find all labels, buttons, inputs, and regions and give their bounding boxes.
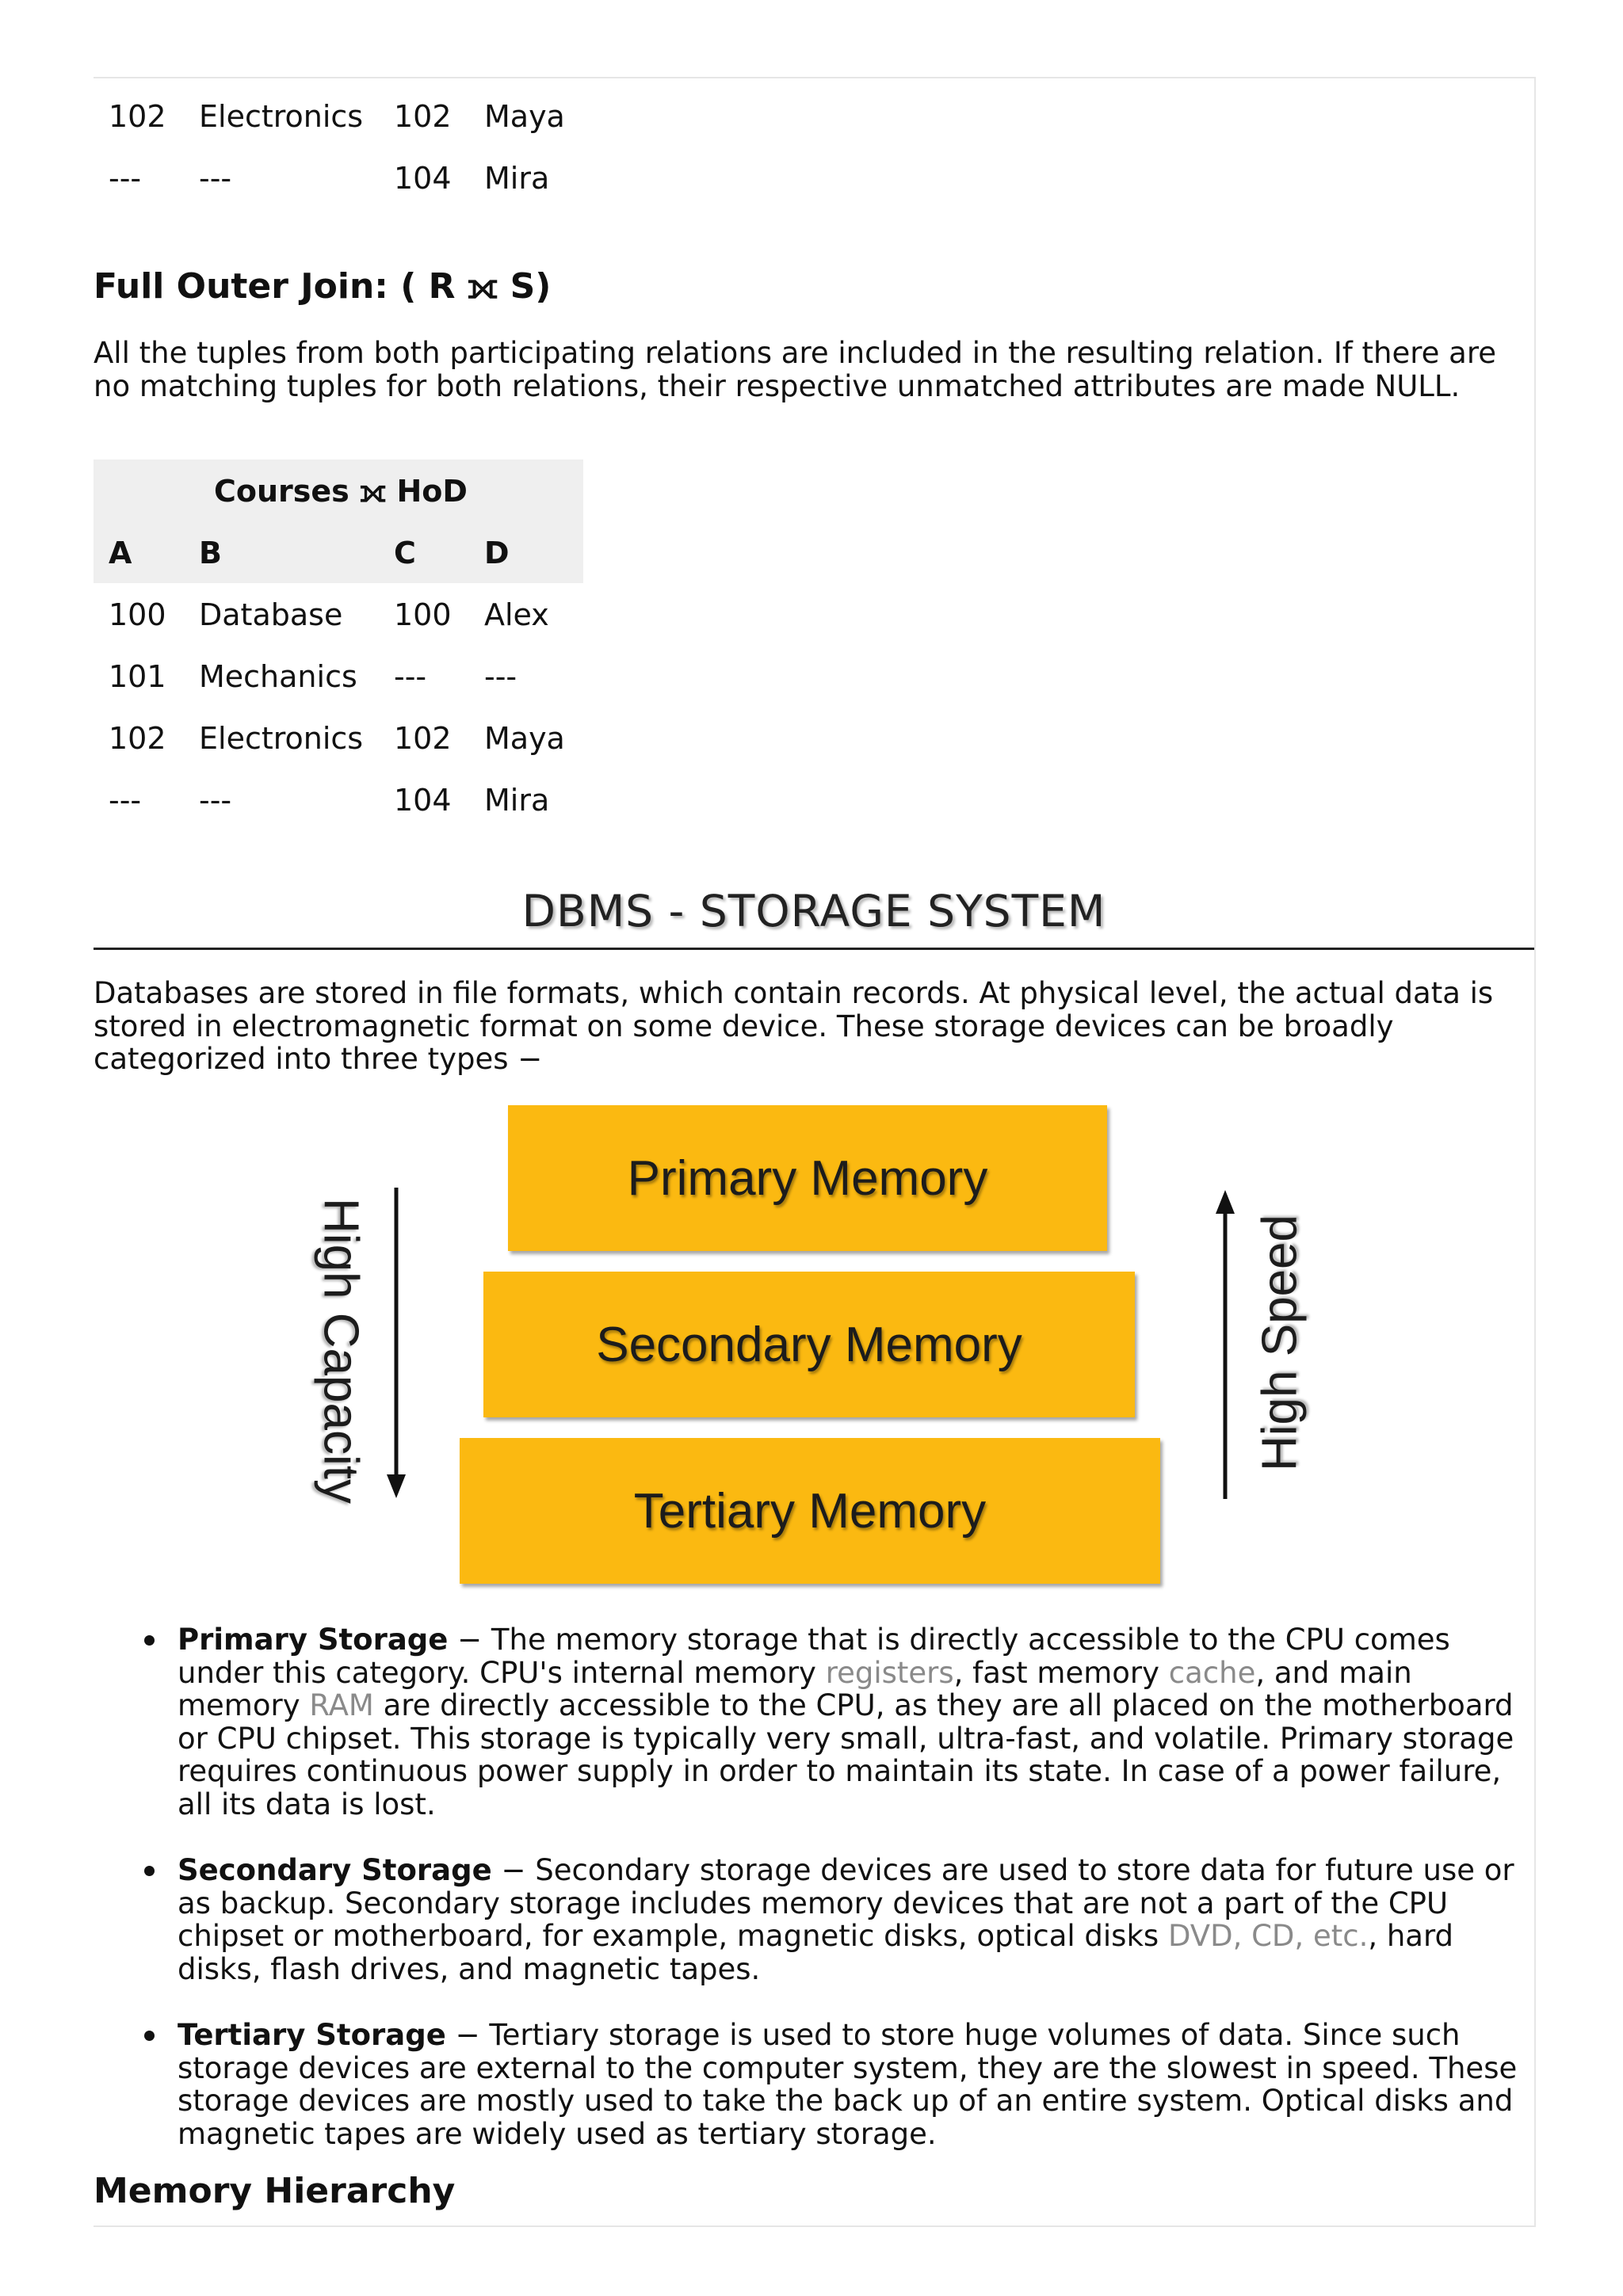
- table-cell: ---: [199, 161, 232, 196]
- table-cell: Maya: [484, 721, 565, 756]
- table-cell: Electronics: [199, 99, 364, 134]
- title-divider: [94, 948, 1534, 950]
- join-table-header-d: D: [484, 536, 510, 570]
- bullet-icon: [144, 1635, 155, 1646]
- storage-types-list: [138, 1623, 1534, 2150]
- bullet-icon: [144, 1866, 155, 1876]
- table-cell: 102: [394, 99, 452, 134]
- list-item-text: − Tertiary storage is used to store huge volumes of data. Since such storage devices are external to the computer system, they are the slowest in speed. These storage devices are mostly used to take the back up of an entire system. Optical disks and magnetic tapes are widely used as tertiary storage.: [178, 2018, 1518, 2151]
- list-item: [138, 2019, 1534, 2150]
- table-cell: ---: [199, 783, 232, 818]
- table-cell: 100: [109, 597, 166, 632]
- list-item: [138, 1623, 1534, 1821]
- section-heading-full-outer-join: Full Outer Join: ( R ⟗ S): [94, 266, 552, 307]
- table-cell: Maya: [484, 99, 565, 134]
- table-cell: 104: [394, 161, 452, 196]
- join-table-header-b: B: [199, 536, 222, 570]
- list-item-text: − The memory storage that is directly accessible to the CPU comes under this category. CPU's internal memory: [178, 1623, 1450, 1690]
- bullet-icon: [144, 2031, 155, 2041]
- list-item: [138, 1854, 1534, 1985]
- join-table-caption: Courses ⟗ HoD: [214, 474, 468, 509]
- table-cell: 100: [394, 597, 452, 632]
- down-arrow-icon: [380, 1184, 412, 1501]
- list-item-term: Secondary Storage: [178, 1853, 492, 1887]
- table-cell: 102: [394, 721, 452, 756]
- table-cell: Database: [199, 597, 343, 632]
- list-item-text: , hard disks, flash drives, and magnetic tapes.: [178, 1919, 1454, 1986]
- section-heading-memory-hierarchy: Memory Hierarchy: [94, 2171, 456, 2211]
- list-item-text: − Secondary storage devices are used to store data for future use or as backup. Secondary storage includes memory devices that are not a part of the CPU chipset or motherboard, for example, magnetic disks, optical disks: [178, 1853, 1514, 1953]
- storage-intro: Databases are stored in file formats, which contain records. At physical level, the actual data is stored in electromagnetic format on some device. These storage devices can be broadly categorized into three types −: [94, 976, 1494, 1076]
- table-cell: Alex: [484, 597, 549, 632]
- table-cell: ---: [109, 783, 142, 818]
- list-item-text: , and main memory: [178, 1655, 1412, 1722]
- secondary-memory-box: Secondary Memory: [483, 1272, 1135, 1417]
- join-table-header-c: C: [394, 536, 416, 570]
- primary-memory-box: Primary Memory: [508, 1105, 1107, 1251]
- table-cell: ---: [484, 659, 517, 694]
- registers-link[interactable]: registers: [825, 1655, 954, 1690]
- cache-link[interactable]: cache: [1168, 1655, 1256, 1690]
- table-cell: Mechanics: [199, 659, 357, 694]
- up-arrow-icon: [1209, 1188, 1241, 1501]
- ram-link[interactable]: RAM: [309, 1688, 374, 1722]
- high-speed-label: High Speed: [1252, 1214, 1308, 1472]
- list-item-text: are directly accessible to the CPU, as they are all placed on the motherboard or CPU chipset. This storage is typically very small, ultra-fast, and volatile. Primary storage requires continuous power supply in order to maintain its state. In case of a power failure, all its data is lost.: [178, 1688, 1514, 1821]
- table-cell: 104: [394, 783, 452, 818]
- page-title: DBMS - STORAGE SYSTEM: [521, 886, 1106, 936]
- table-cell: 101: [109, 659, 166, 694]
- list-item-term: Tertiary Storage: [178, 2018, 446, 2052]
- table-cell: 102: [109, 721, 166, 756]
- table-cell: Electronics: [199, 721, 364, 756]
- dvd-cd-link[interactable]: DVD, CD, etc.: [1167, 1919, 1369, 1953]
- table-cell: ---: [109, 161, 142, 196]
- table-cell: Mira: [484, 783, 550, 818]
- join-table-header-a: A: [109, 536, 132, 570]
- full-outer-join-description: All the tuples from both participating relations are included in the resulting relation. If there are no matching tuples for both relations, their respective unmatched attributes are made NULL.: [94, 336, 1497, 403]
- table-cell: Mira: [484, 161, 550, 196]
- table-cell: ---: [394, 659, 427, 694]
- list-item-text: , fast memory: [953, 1655, 1169, 1690]
- table-cell: 102: [109, 99, 166, 134]
- list-item-term: Primary Storage: [178, 1623, 449, 1657]
- tertiary-memory-box: Tertiary Memory: [460, 1438, 1160, 1584]
- high-capacity-label: High Capacity: [313, 1198, 369, 1504]
